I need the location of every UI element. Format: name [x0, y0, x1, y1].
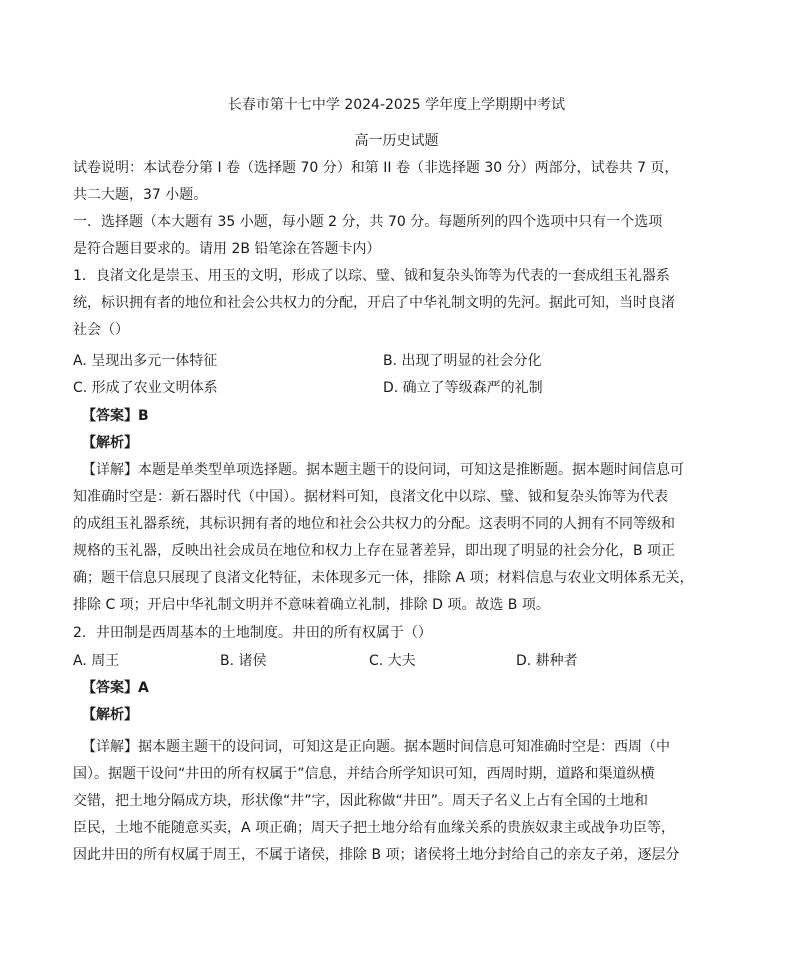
q2-answer: 【答案】A — [82, 680, 149, 696]
q2-analysis-label: 【解析】 — [82, 707, 138, 723]
q1-analysis-label: 【解析】 — [82, 435, 138, 451]
q1-detail-line-1: 【详解】本题是单类型单项选择题。据本题主题干的设问词，可知这是推断题。据本题时间信息可 — [82, 462, 684, 478]
q1-option-a: A. 呈现出多元一体特征 — [73, 353, 218, 369]
section1-heading-2: 是符合题目要求的。请用 2B 铅笔涂在答题卡内） — [73, 241, 381, 257]
q1-stem-line-1: 1．良渚文化是崇玉、用玉的文明，形成了以琮、璧、钺和复杂头饰等为代表的一套成组玉礼器系 — [73, 268, 670, 284]
q2-detail-line-2: 国）。据题干设问“井田的所有权属于”信息，并结合所学知识可知，西周时期，道路和渠道纵横 — [73, 766, 655, 782]
q1-stem-line-2: 统，标识拥有者的地位和社会公共权力的分配，开启了中华礼制文明的先河。据此可知，当时良渚 — [73, 295, 675, 311]
q2-stem: 2．井田制是西周基本的土地制度。井田的所有权属于（） — [73, 625, 432, 641]
q1-detail-line-2: 知准确时空是：新石器时代（中国）。据材料可知，良渚文化中以琮、璧、钺和复杂头饰等为代表 — [73, 489, 668, 505]
q2-option-d: D. 耕种者 — [516, 653, 578, 669]
q2-detail-line-1: 【详解】据本题主题干的设问词，可知这是正向题。据本题时间信息可知准确时空是：西周（中 — [82, 739, 670, 755]
page-title: 长春市第十七中学 2024-2025 学年度上学期期中考试 — [227, 97, 566, 113]
q1-detail-line-3: 的成组玉礼器系统，其标识拥有者的地位和社会公共权力的分配。这表明不同的人拥有不同等级和 — [73, 516, 675, 532]
q1-answer: 【答案】B — [82, 408, 149, 424]
q1-detail-line-4: 规格的玉礼器，反映出社会成员在地位和权力上存在显著差异，即出现了明显的社会分化，B 项正 — [73, 543, 676, 559]
q2-detail-line-3: 交错，把土地分隔成方块，形状像“井”字，因此称做“井田”。周天子名义上占有全国的土地和 — [73, 793, 649, 809]
q2-detail-line-4: 臣民，土地不能随意买卖，A 项正确；周天子把土地分给有血缘关系的贵族奴隶主或战争功臣等， — [73, 820, 676, 836]
section1-heading-1: 一．选择题（本大题有 35 小题，每小题 2 分，共 70 分。每题所列的四个选项中只有一个选项 — [73, 214, 663, 230]
q1-stem-line-3: 社会（） — [73, 322, 129, 338]
q1-option-b: B. 出现了明显的社会分化 — [383, 353, 542, 369]
page-subtitle: 高一历史试题 — [354, 133, 439, 149]
intro-line-1: 试卷说明：本试卷分第 I 卷（选择题 70 分）和第 II 卷（非选择题 30 分）两部分，试卷共 7 页， — [73, 160, 679, 176]
q1-option-d: D. 确立了等级森严的礼制 — [383, 380, 543, 396]
q2-option-b: B. 诸侯 — [220, 653, 267, 669]
q2-option-c: C. 大夫 — [369, 653, 416, 669]
intro-line-2: 共二大题，37 小题。 — [73, 187, 208, 203]
q2-detail-line-5: 因此井田的所有权属于周王，不属于诸侯，排除 B 项；诸侯将土地分封给自己的亲友子弟，逐层分 — [73, 847, 680, 863]
q1-detail-line-6: 排除 C 项；开启中华礼制文明并不意味着确立礼制，排除 D 项。故选 B 项。 — [73, 597, 550, 613]
q1-detail-line-5: 确；题干信息只展现了良渚文化特征，未体现多元一体，排除 A 项；材料信息与农业文明体系无关， — [73, 570, 694, 586]
q2-option-a: A. 周王 — [73, 653, 120, 669]
q1-option-c: C. 形成了农业文明体系 — [73, 380, 218, 396]
